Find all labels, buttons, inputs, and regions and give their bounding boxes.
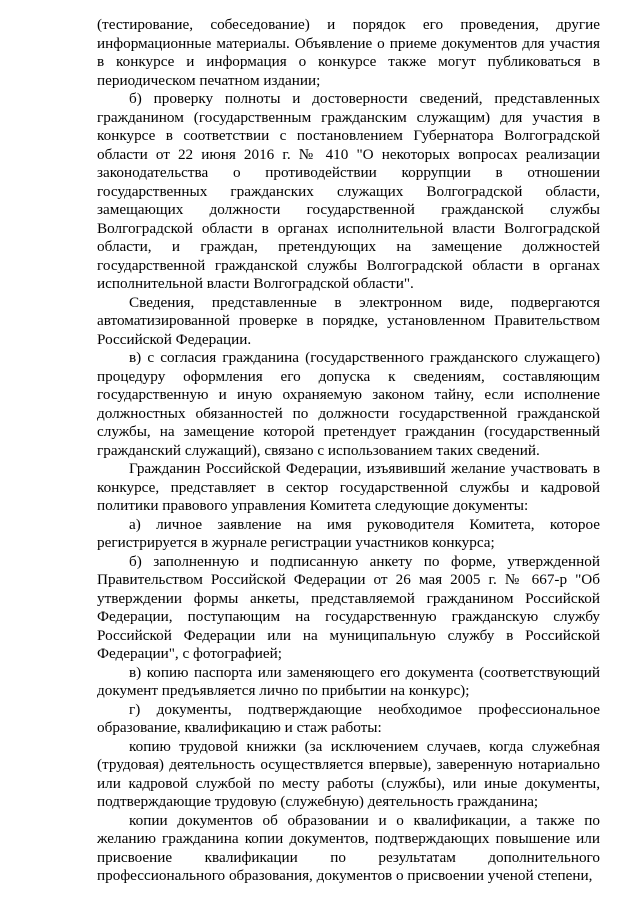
paragraph-item-v-passport: в) копию паспорта или заменяющего его документа (соответствующий документ предъявляется лично по прибытии на конкурс); [97,663,600,699]
paragraph-item-g-education: г) документы, подтверждающие необходимое профессиональное образование, квалификацию и стаж работы: [97,700,600,736]
paragraph-item-b-verification: б) проверку полноты и достоверности сведений, представленных гражданином (государственным гражданским служащим) для участия в конкурсе в соответствии с постановлением Губернатора Волгоградской области от 22 июня 2016 г. № 410 "О некоторых вопросах реализации законодательства о противодействии коррупции в отношении государственных гражданских служащих Волгоградской области, замещающих должности государственной гражданской службы Волгоградской области в органах исполнительной власти Волгоградской области, и граждан, претендующих на замещение должностей государственной гражданской службы Волгоградской области в органах исполнительной власти Волгоградской области". [97,90,600,292]
paragraph-employment-book: копию трудовой книжки (за исключением случаев, когда служебная (трудовая) деятельность осуществляется впервые), заверенную нотариально или кадровой службой по месту работы (службы), или иные документы, подтверждающие трудовую (служебную) деятельность гражданина; [97,737,600,810]
paragraph-electronic-check: Сведения, представленные в электронном виде, подвергаются автоматизированной проверке в порядке, установленном Правительством Российской Федерации. [97,293,600,348]
paragraph-item-a-application: а) личное заявление на имя руководителя Комитета, которое регистрируется в журнале регистрации участников конкурса; [97,515,600,551]
paragraph-item-b-questionnaire: б) заполненную и подписанную анкету по форме, утвержденной Правительством Российской Федерации от 26 мая 2005 г. № 667-р "Об утверждении формы анкеты, представляемой гражданином Российской Федерации, поступающим на государственную гражданскую службу Российской Федерации или на муниципальную службу в Российской Федерации", с фотографией; [97,552,600,662]
paragraph-continuation: (тестирование, собеседование) и порядок его проведения, другие информационные материалы. Объявление о приеме документов для участия в конкурсе и информация о конкурсе также могут публиковаться в периодическом печатном издании; [97,16,600,89]
paragraph-education-copies: копии документов об образовании и о квалификации, а также по желанию гражданина копии документов, подтверждающих повышение или присвоение квалификации по результатам дополнительного профессионального образования, документов о присвоении ученой степени, [97,811,600,884]
document-body [97,16,600,886]
paragraph-item-v-clearance: в) с согласия гражданина (государственного гражданского служащего) процедуру оформления его допуска к сведениям, составляющим государственную и иную охраняемую законом тайну, если исполнение должностных обязанностей по должности государственной гражданской службы, на замещение которой претендует гражданин (государственный гражданский служащий), связано с использованием таких сведений. [97,349,600,459]
paragraph-citizen-documents: Гражданин Российской Федерации, изъявивший желание участвовать в конкурсе, представляет в сектор государственной службы и кадровой политики правового управления Комитета следующие документы: [97,460,600,514]
